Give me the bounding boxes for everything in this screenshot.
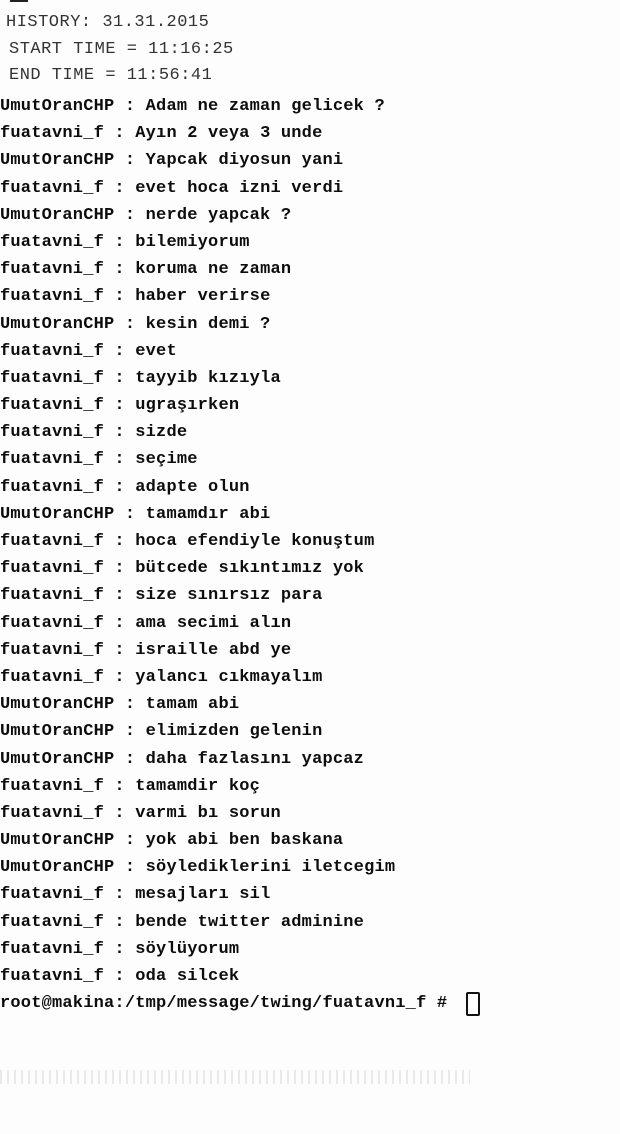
chat-separator: : — [104, 939, 136, 959]
chat-separator: : — [104, 260, 136, 280]
chat-separator: : — [114, 97, 146, 116]
chat-username: fuatavni_f — [0, 423, 105, 443]
history-date: HISTORY: 31.31.2015 — [6, 13, 210, 32]
chat-line — [0, 474, 480, 501]
chat-separator: : — [104, 532, 136, 551]
end-time: END TIME = 11:56:41 — [9, 66, 213, 85]
chat-separator: : — [104, 613, 136, 633]
chat-separator: : — [104, 396, 136, 416]
chat-line — [0, 909, 480, 936]
chat-line — [0, 392, 480, 419]
chat-message: elimizden gelenin — [145, 722, 323, 742]
chat-message: bütcede sıkıntımız yok — [135, 559, 365, 579]
chat-message: oda silcek — [135, 967, 240, 986]
chat-separator: : — [104, 287, 136, 307]
chat-line — [0, 528, 480, 555]
chat-line — [0, 718, 480, 745]
chat-separator: : — [104, 232, 136, 252]
shell-prompt[interactable] — [0, 990, 480, 1017]
chat-username: fuatavni_f — [0, 559, 105, 579]
chat-line — [0, 746, 480, 773]
chat-username: fuatavni_f — [0, 124, 105, 144]
chat-separator: : — [104, 776, 136, 796]
chat-message: yalancı cıkmayalım — [135, 667, 323, 687]
chat-line — [0, 419, 480, 446]
chat-line — [0, 202, 480, 229]
chat-separator: : — [114, 695, 146, 715]
chat-username: UmutOranCHP — [0, 151, 115, 171]
chat-line — [0, 881, 480, 908]
chat-line — [0, 283, 480, 310]
chat-username: fuatavni_f — [0, 967, 105, 986]
chat-username: UmutOranCHP — [0, 722, 115, 742]
chat-username: UmutOranCHP — [0, 695, 115, 715]
chat-message: israille abd ye — [135, 640, 292, 660]
chat-username: fuatavni_f — [0, 368, 105, 388]
chat-message: hoca efendiyle konuştum — [135, 532, 375, 551]
chat-username: fuatavni_f — [0, 287, 105, 307]
chat-username: fuatavni_f — [0, 613, 105, 633]
chat-separator: : — [104, 667, 136, 687]
chat-username: UmutOranCHP — [0, 749, 115, 769]
chat-line — [0, 555, 480, 582]
chat-separator: : — [114, 205, 146, 225]
chat-separator: : — [104, 341, 136, 361]
chat-message: Ayın 2 veya 3 unde — [135, 124, 323, 144]
chat-line — [0, 311, 480, 338]
chat-separator: : — [104, 559, 136, 579]
chat-line — [0, 582, 480, 609]
chat-username: fuatavni_f — [0, 939, 105, 959]
chat-line — [0, 147, 480, 174]
chat-message: varmi bı sorun — [135, 803, 281, 823]
chat-message: Adam ne zaman gelicek ? — [145, 97, 385, 116]
chat-message: nerde yapcak ? — [145, 205, 292, 225]
chat-message: daha fazlasını yapcaz — [145, 749, 365, 769]
chat-separator: : — [114, 858, 146, 878]
chat-message: adapte olun — [135, 477, 250, 497]
chat-separator: : — [114, 831, 146, 851]
chat-message: tamamdır abi — [145, 504, 271, 524]
chat-line — [0, 229, 480, 256]
chat-separator: : — [114, 504, 146, 524]
chat-separator: : — [104, 586, 136, 606]
chat-username: fuatavni_f — [0, 912, 105, 932]
chat-line — [0, 637, 480, 664]
chat-username: fuatavni_f — [0, 885, 105, 905]
chat-message: kesin demi ? — [145, 314, 271, 334]
chat-message: mesajları sil — [135, 885, 271, 905]
chat-line — [0, 773, 480, 800]
chat-line — [0, 501, 480, 528]
chat-line — [0, 93, 480, 120]
chat-message: söylediklerini iletcegim — [145, 858, 396, 878]
chat-line — [0, 936, 480, 963]
chat-username: UmutOranCHP — [0, 97, 115, 116]
chat-line — [0, 610, 480, 637]
chat-message: Yapcak diyosun yani — [145, 151, 344, 171]
prompt-text: root@makina:/tmp/message/twing/fuatavnı_f # — [0, 994, 458, 1014]
chat-line — [0, 256, 480, 283]
chat-line — [0, 800, 480, 827]
chat-separator: : — [104, 178, 136, 198]
chat-username: fuatavni_f — [0, 667, 105, 687]
chat-separator: : — [104, 450, 136, 470]
chat-username: fuatavni_f — [0, 532, 105, 551]
chat-message: koruma ne zaman — [135, 260, 292, 280]
chat-username: fuatavni_f — [0, 232, 105, 252]
cursor-icon[interactable] — [466, 992, 480, 1016]
chat-username: UmutOranCHP — [0, 205, 115, 225]
chat-separator: : — [104, 640, 136, 660]
chat-line — [0, 664, 480, 691]
start-time: START TIME = 11:16:25 — [9, 39, 234, 59]
chat-separator: : — [104, 368, 136, 388]
chat-username: fuatavni_f — [0, 450, 105, 470]
scan-noise — [0, 1070, 470, 1084]
chat-separator: : — [104, 912, 136, 932]
chat-message: bilemiyorum — [135, 232, 250, 252]
chat-message: tayyib kızıyla — [135, 368, 281, 388]
chat-separator: : — [104, 967, 136, 986]
chat-separator: : — [114, 749, 146, 769]
chat-username: fuatavni_f — [0, 477, 105, 497]
chat-separator: : — [104, 477, 136, 497]
chat-username: fuatavni_f — [0, 260, 105, 280]
chat-line — [0, 827, 480, 854]
chat-line — [0, 691, 480, 718]
chat-separator: : — [104, 885, 136, 905]
chat-separator: : — [104, 124, 136, 144]
chat-separator: : — [104, 423, 136, 443]
chat-message: tamam abi — [145, 695, 240, 715]
chat-separator: : — [114, 722, 146, 742]
chat-message: sizde — [135, 423, 188, 443]
chat-username: fuatavni_f — [0, 586, 105, 606]
chat-log — [0, 93, 480, 1017]
chat-message: söylüyorum — [135, 939, 240, 959]
chat-username: UmutOranCHP — [0, 858, 115, 878]
chat-message: seçime — [135, 450, 198, 470]
chat-username: fuatavni_f — [0, 776, 105, 796]
chat-username: fuatavni_f — [0, 396, 105, 416]
chat-username: fuatavni_f — [0, 178, 105, 198]
chat-message: haber verirse — [135, 287, 271, 307]
chat-message: yok abi ben baskana — [145, 831, 344, 851]
top-marker — [10, 0, 28, 2]
chat-username: fuatavni_f — [0, 640, 105, 660]
chat-message: ugraşırken — [135, 396, 240, 416]
chat-separator: : — [114, 151, 146, 171]
chat-line — [0, 963, 480, 990]
chat-line — [0, 365, 480, 392]
chat-username: fuatavni_f — [0, 803, 105, 823]
chat-username: UmutOranCHP — [0, 314, 115, 334]
chat-username: UmutOranCHP — [0, 504, 115, 524]
chat-line — [0, 120, 480, 147]
chat-line — [0, 854, 480, 881]
chat-message: bende twitter adminine — [135, 912, 365, 932]
chat-line — [0, 446, 480, 473]
history-header — [6, 10, 234, 90]
chat-message: ama secimi alın — [135, 613, 292, 633]
chat-message: evet — [135, 341, 177, 361]
chat-separator: : — [104, 803, 136, 823]
chat-line — [0, 175, 480, 202]
chat-username: fuatavni_f — [0, 341, 105, 361]
chat-message: evet hoca izni verdi — [135, 178, 344, 198]
chat-line — [0, 338, 480, 365]
chat-message: size sınırsız para — [135, 586, 323, 606]
chat-separator: : — [114, 314, 146, 334]
chat-message: tamamdir koç — [135, 776, 261, 796]
chat-username: UmutOranCHP — [0, 831, 115, 851]
